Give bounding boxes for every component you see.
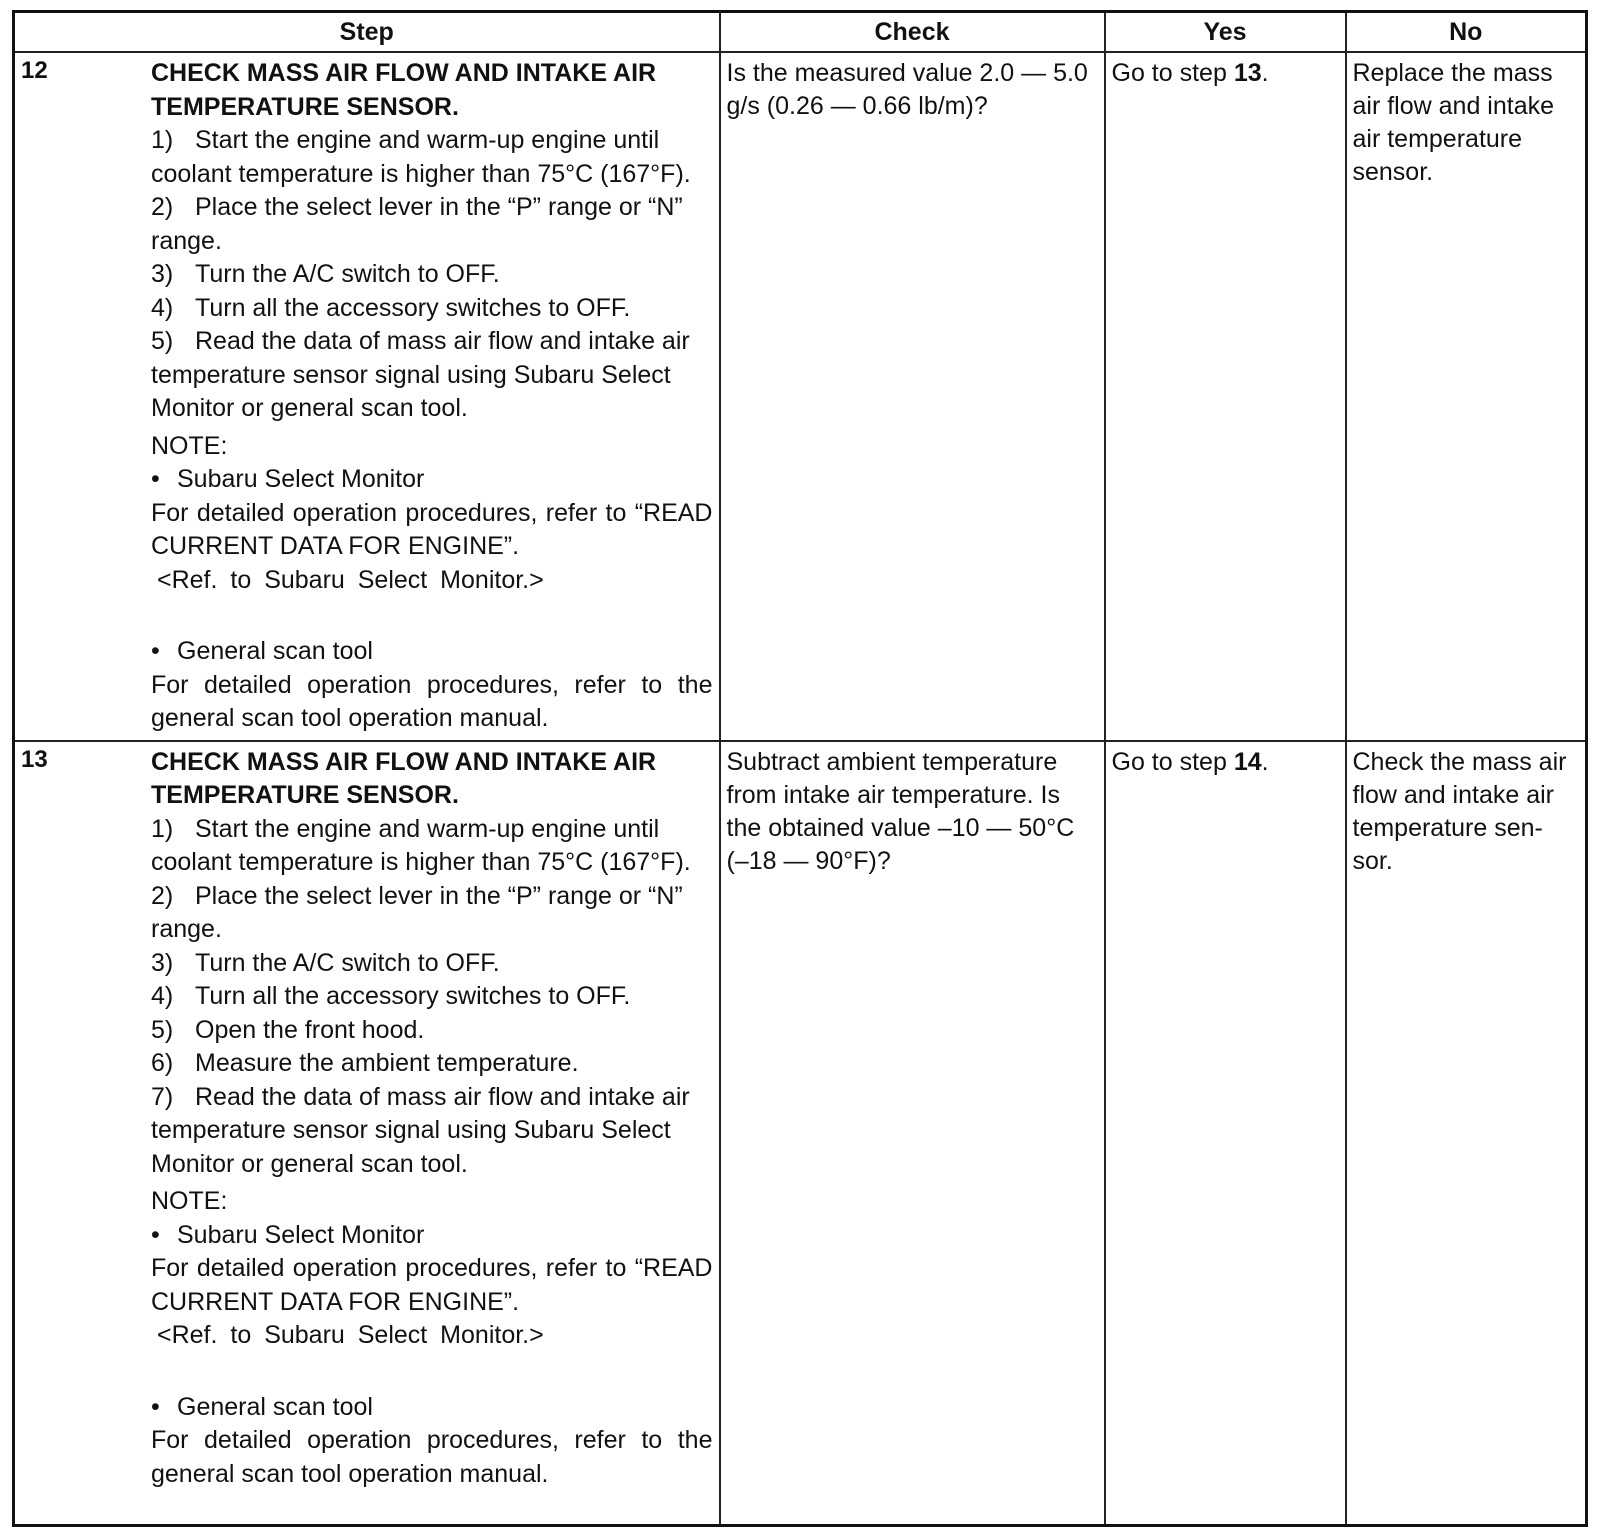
no-cell: Replace the mass air flow and intake air temperature sensor. [1346, 52, 1587, 741]
procedure-text: Turn the A/C switch to OFF. [195, 260, 500, 288]
procedure-text: Start the engine and warm-up engine until coolant temperature is higher than 75°C (167°F). [151, 814, 691, 876]
diagnostic-table [12, 10, 1588, 1527]
procedure-text: Turn the A/C switch to OFF. [195, 948, 500, 977]
bullet-text: For detailed operation procedures, refer to the general scan tool operation manual. [151, 1426, 713, 1488]
step-number: 13 [21, 745, 48, 773]
note-label: NOTE: [151, 1187, 228, 1215]
procedure-text: Read the data of mass air flow and intake air temperature sensor signal using Subaru Select Monitor or general scan tool. [151, 327, 690, 422]
check-cell: Subtract ambient temperature from intake air temperature. Is the obtained value –10 — 50°C (–18 — 90°F)? [720, 741, 1105, 1526]
step-body [151, 53, 719, 740]
procedure-number: 3) [151, 260, 174, 288]
bullet-title: General scan tool [177, 1392, 373, 1421]
procedure-text: Turn all the accessory switches to OFF. [195, 982, 631, 1010]
procedure-number: 5) [151, 1015, 174, 1044]
procedure-step [151, 292, 713, 326]
table-row [14, 741, 1587, 1526]
no-cell: Check the mass air flow and intake air temperature sen-sor. [1346, 741, 1587, 1526]
procedure-number: 2) [151, 881, 174, 910]
procedure-number: 5) [151, 327, 174, 355]
reference-link[interactable]: <Ref. to Subaru Select Monitor.> [157, 565, 544, 594]
procedure-text: Place the select lever in the “P” range or “N” range. [151, 881, 683, 943]
check-cell: Is the measured value 2.0 — 5.0 g/s (0.26 — 0.66 lb/m)? [720, 52, 1105, 741]
bullet-title: Subaru Select Monitor [177, 1220, 425, 1249]
bullet-text: For detailed operation procedures, refer to “READ CURRENT DATA FOR ENGINE”. [151, 498, 713, 560]
bullet-title: General scan tool [177, 637, 373, 665]
procedure-number: 2) [151, 193, 174, 221]
procedure-number: 4) [151, 293, 174, 322]
step-cell [14, 52, 720, 741]
bullet-title: Subaru Select Monitor [177, 465, 425, 493]
procedure-number: 1) [151, 126, 174, 154]
bullet-text: For detailed operation procedures, refer to “READ CURRENT DATA FOR ENGINE”. [151, 1254, 713, 1316]
procedure-text: Turn all the accessory switches to OFF. [195, 293, 631, 322]
yes-suffix: . [1261, 747, 1269, 776]
yes-step-link[interactable]: 13 [1233, 59, 1262, 87]
procedure-number: 1) [151, 814, 174, 843]
procedure-step [151, 1047, 713, 1081]
header-yes: Yes [1105, 12, 1346, 53]
procedure-number: 7) [151, 1082, 174, 1111]
bullet-text: For detailed operation procedures, refer to the general scan tool operation manual. [151, 670, 713, 732]
header-row [14, 12, 1587, 53]
yes-cell [1105, 741, 1346, 1526]
note-bullet [151, 1219, 713, 1253]
bullet-icon: • [151, 1220, 160, 1249]
yes-cell [1105, 52, 1346, 741]
procedure-step [151, 1081, 713, 1182]
procedure-step [151, 980, 713, 1014]
procedure-text: Start the engine and warm-up engine until coolant temperature is higher than 75°C (167°F). [151, 126, 691, 188]
header-step: Step [14, 12, 720, 53]
procedure-step [151, 1014, 713, 1048]
note-bullet [151, 463, 713, 497]
procedure-step [151, 191, 713, 258]
yes-suffix: . [1261, 59, 1269, 87]
procedure-text: Read the data of mass air flow and intake air temperature sensor signal using Subaru Select Monitor or general scan tool. [151, 1082, 690, 1178]
procedure-step [151, 124, 713, 191]
yes-step-link[interactable]: 14 [1233, 747, 1262, 776]
bullet-icon: • [151, 1392, 160, 1421]
bullet-icon: • [151, 465, 160, 493]
header-no: No [1346, 12, 1587, 53]
note-bullet [151, 1391, 713, 1425]
reference-link[interactable]: <Ref. to Subaru Select Monitor.> [157, 1321, 544, 1349]
step-title: CHECK MASS AIR FLOW AND INTAKE AIR TEMPERATURE SENSOR. [151, 747, 657, 809]
procedure-step [151, 813, 713, 880]
procedure-text: Open the front hood. [195, 1015, 425, 1044]
step-number: 12 [21, 57, 48, 84]
procedure-text: Measure the ambient temperature. [195, 1049, 579, 1077]
step-body [151, 742, 719, 1496]
procedure-step [151, 325, 713, 426]
procedure-number: 6) [151, 1049, 174, 1077]
table-row [14, 52, 1587, 741]
procedure-step [151, 880, 713, 947]
procedure-step [151, 947, 713, 981]
bullet-icon: • [151, 637, 160, 665]
step-title: CHECK MASS AIR FLOW AND INTAKE AIR TEMPERATURE SENSOR. [151, 59, 657, 121]
step-cell [14, 741, 720, 1526]
header-check: Check [720, 12, 1105, 53]
note-bullet [151, 635, 713, 669]
procedure-step [151, 258, 713, 292]
yes-prefix: Go to step [1111, 747, 1227, 776]
procedure-number: 4) [151, 982, 174, 1010]
yes-prefix: Go to step [1111, 59, 1227, 87]
procedure-number: 3) [151, 948, 174, 977]
procedure-text: Place the select lever in the “P” range or “N” range. [151, 193, 683, 255]
note-label: NOTE: [151, 431, 228, 460]
